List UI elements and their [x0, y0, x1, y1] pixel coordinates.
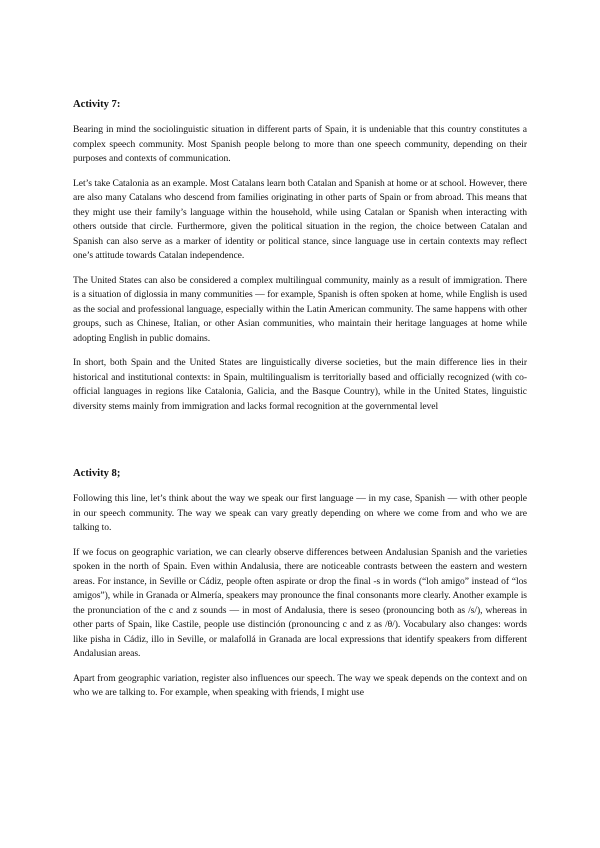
activity-7-paragraph-3: The United States can also be considered a complex multilingual community, mainly as a result of immigration. There is a situation of diglossia in many communities — for example, Spanish is often spoken at home, while English is used as the social and professional language, especially within the Latin American community. The same happens with other groups, such as Chinese, Italian, or other Asian communities, who maintain their heritage languages at home while adopting English in public domains. — [73, 274, 527, 344]
activity-7-paragraph-2: Let’s take Catalonia as an example. Most Catalans learn both Catalan and Spanish at home or at school. However, there are also many Catalans who descend from families originating in other parts of Spain or from abroad. This means that they might use their family’s language within the household, while using Catalan or Spanish when interacting with others outside that circle. Furthermore, given the political situation in the region, the choice between Catalan and Spanish can also serve as a marker of identity or political stance, since language use in certain contexts may reflect one’s attitude towards Catalan independence. — [73, 177, 527, 261]
activity-8-paragraph-2: If we focus on geographic variation, we can clearly observe differences between Andalusian Spanish and the varieties spoken in the north of Spain. Even within Andalusia, there are noticeable contrasts between the eastern and western areas. For instance, in Seville or Cádiz, people often aspirate or drop the final -s in words (“loh amigo” instead of “los amigos”), while in Granada or Almería, speakers may pronounce the final consonants more clearly. Another example is the pronunciation of the c and z sounds — in most of Andalusia, there is seseo (pronouncing both as /s/), whereas in other parts of Spain, like Castile, people use distinción (pronouncing c and z as /θ/). Vocabulary also changes: words like pisha in Cádiz, illo in Seville, or malafollá in Granada are local expressions that identify speakers from different Andalusian areas. — [73, 546, 527, 659]
activity-8-paragraph-3: Apart from geographic variation, register also influences our speech. The way we speak depends on the context and on who we are talking to. For example, when speaking with friends, I might use — [73, 672, 527, 698]
activity-7-paragraph-4: In short, both Spain and the United States are linguistically diverse societies, but the main difference lies in their historical and institutional contexts: in Spain, multilingualism is territorially based and officially recognized (with co-official languages in regions like Catalonia, Galicia, and the Basque Country), while in the United States, linguistic diversity stems mainly from immigration and lacks formal recognition at the governmental level — [73, 357, 527, 412]
activity-7-heading: Activity 7: — [73, 99, 121, 110]
activity-7-paragraph-1: Bearing in mind the sociolinguistic situation in different parts of Spain, it is undeniable that this country constitutes a complex speech community. Most Spanish people belong to more than one speech community, depending on their purposes and contexts of communication. — [73, 124, 527, 164]
activity-8-heading: Activity 8; — [73, 468, 121, 479]
document-body — [73, 97, 527, 711]
activity-8-paragraph-1: Following this line, let’s think about the way we speak our first language — in my case, Spanish — with other people in our speech community. The way we speak can vary greatly depending on where we come from and who we are talking to. — [73, 493, 527, 533]
